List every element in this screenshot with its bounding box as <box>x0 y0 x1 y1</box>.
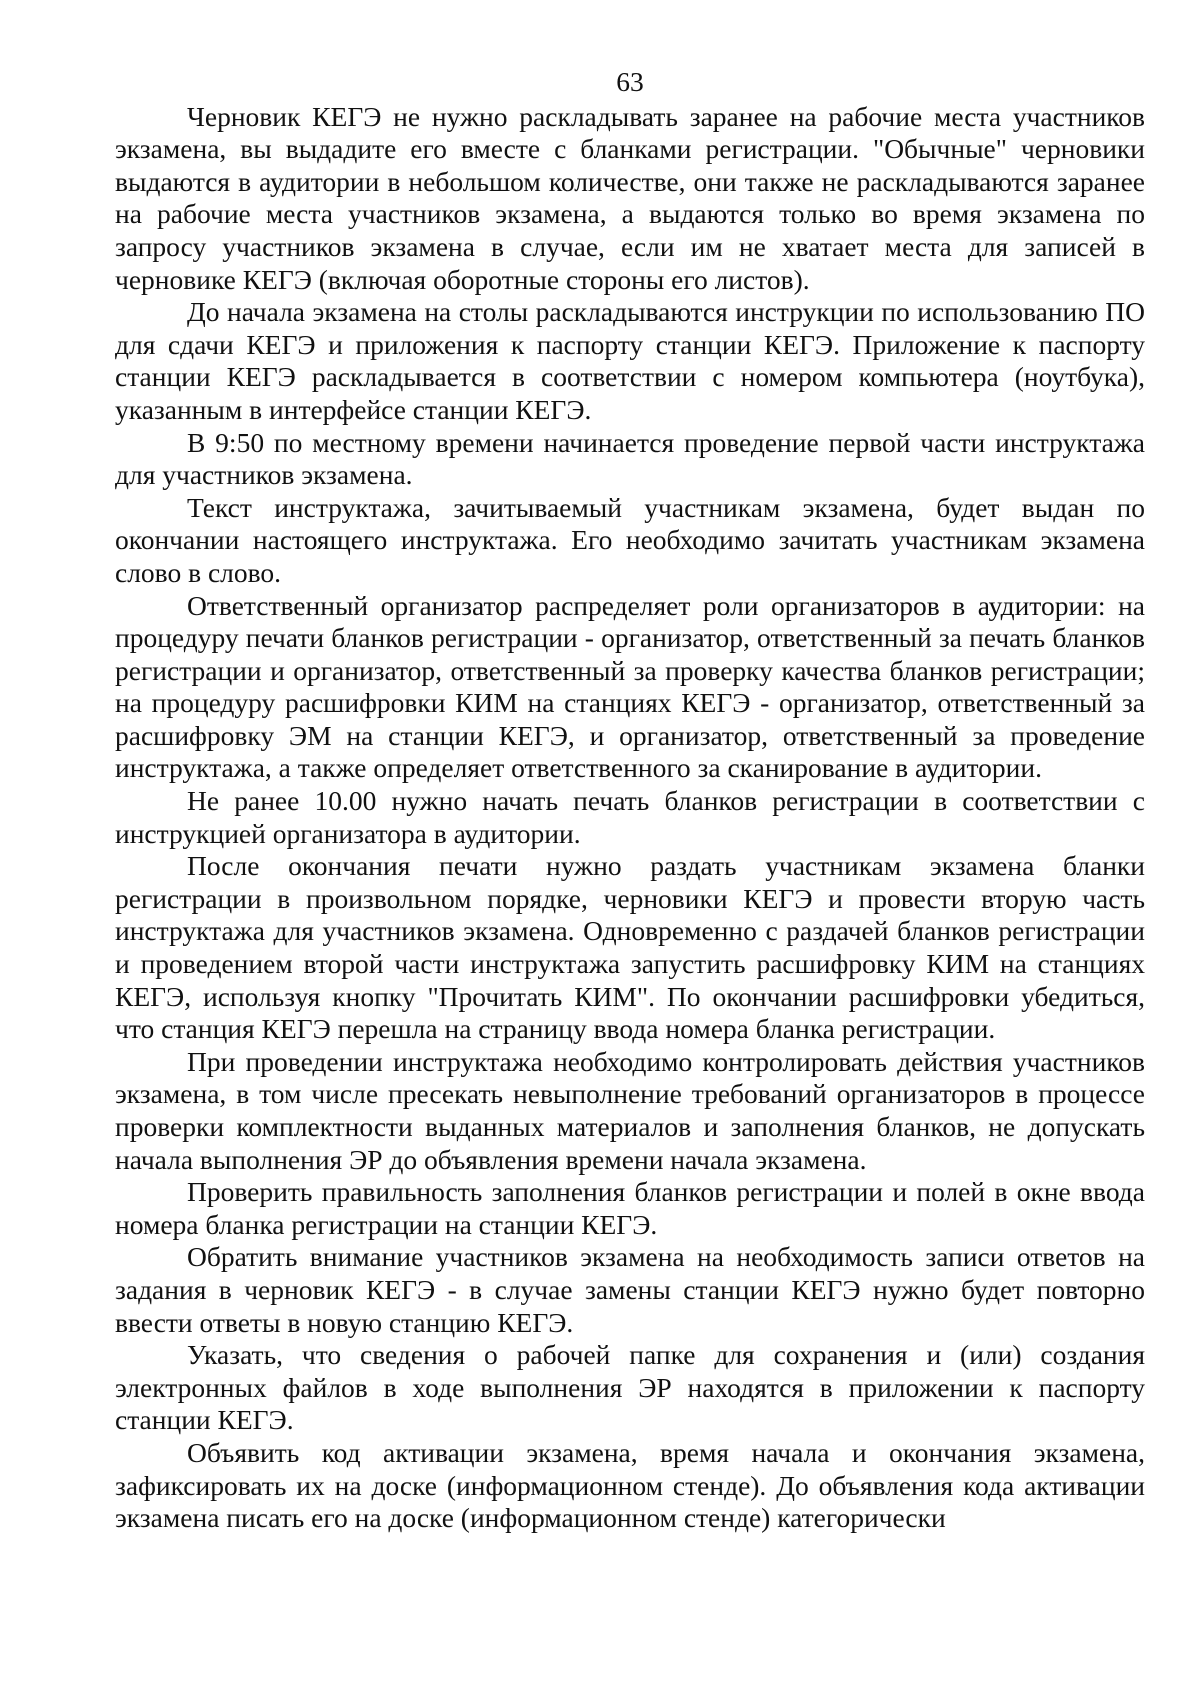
paragraph-briefing-text: Текст инструктажа, зачитываемый участникам экзамена, будет выдан по окончании настоящего инструктажа. Его необходимо зачитать участникам экзамена слово в слово. <box>115 491 1145 588</box>
paragraph-instructions-on-desks: До начала экзамена на столы раскладываются инструкции по использованию ПО для сдачи КЕГЭ и приложения к паспорту станции КЕГЭ. Приложение к паспорту станции КЕГЭ раскладывается в соответствии с номером компьютера (ноутбука), указанным в интерфейсе станции КЕГЭ. <box>115 296 1145 425</box>
paragraph-check-forms: Проверить правильность заполнения бланков регистрации и полей в окне ввода номера бланка регистрации на станции КЕГЭ. <box>115 1176 1145 1240</box>
paragraph-distribute-forms: После окончания печати нужно раздать участникам экзамена бланки регистрации в произвольном порядке, черновики КЕГЭ и провести вторую часть инструктажа для участников экзамена. Одновременно с раздачей бланков регистрации и проведением второй части инструктажа запустить расшифровку КИМ на станциях КЕГЭ, используя кнопку "Прочитать КИМ". По окончании расшифровки убедиться, что станция КЕГЭ перешла на страницу ввода номера бланка регистрации. <box>115 850 1145 1045</box>
paragraph-work-folder: Указать, что сведения о рабочей папке для сохранения и (или) создания электронных файлов в ходе выполнения ЭР находятся в приложении к паспорту станции КЕГЭ. <box>115 1339 1145 1436</box>
page-number: 63 <box>616 66 644 97</box>
paragraph-organizer-roles: Ответственный организатор распределяет роли организаторов в аудитории: на процедуру печати бланков регистрации - организатор, ответственный за печать бланков регистрации и организатор, ответственный за проверку качества бланков регистрации; на процедуру расшифровки КИМ на станциях КЕГЭ - организатор, ответственный за расшифровку ЭМ на станции КЕГЭ, и организатор, ответственный за проведение инструктажа, а также определяет ответственного за сканирование в аудитории. <box>115 589 1145 784</box>
paragraph-control-participants: При проведении инструктажа необходимо контролировать действия участников экзамена, в том числе пресекать невыполнение требований организаторов в процессе проверки комплектности выданных материалов и заполнения бланков, не допускать начала выполнения ЭР до объявления времени начала экзамена. <box>115 1045 1145 1175</box>
document-page <box>115 66 1145 1535</box>
paragraph-activation-code: Объявить код активации экзамена, время начала и окончания экзамена, зафиксировать их на доске (информационном стенде). До объявления кода активации экзамена писать его на доске (информационном стенде) категорически <box>115 1436 1145 1534</box>
paragraph-print-forms: Не ранее 10.00 нужно начать печать бланков регистрации в соответствии с инструкцией организатора в аудитории. <box>115 785 1145 849</box>
paragraph-briefing-start: В 9:50 по местному времени начинается проведение первой части инструктажа для участников экзамена. <box>115 426 1145 491</box>
paragraph-draft-distribution: Черновик КЕГЭ не нужно раскладывать заранее на рабочие места участников экзамена, вы выдадите его вместе с бланками регистрации. "Обычные" черновики выдаются в аудитории в небольшом количестве, они также не раскладываются заранее на рабочие места участников экзамена, а выдаются только во время экзамена по запросу участников экзамена в случае, если им не хватает места для записей в черновике КЕГЭ (включая оборотные стороны его листов). <box>115 100 1145 295</box>
paragraph-draft-answers: Обратить внимание участников экзамена на необходимость записи ответов на задания в черновик КЕГЭ - в случае замены станции КЕГЭ нужно будет повторно ввести ответы в новую станцию КЕГЭ. <box>115 1241 1145 1338</box>
